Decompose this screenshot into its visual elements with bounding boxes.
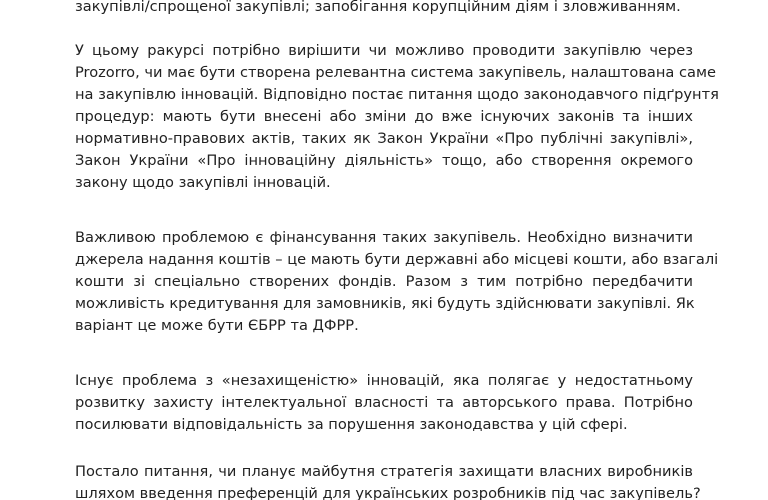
text-line: закупівлі/спрощеної закупівлі; запобігання корупційним діям і зловживанням. bbox=[75, 0, 681, 15]
text-line: Важливою проблемою є фінансування таких закупівель. Необхідно визначити bbox=[75, 229, 693, 246]
text-line: на закупівлю інновацій. Відповідно постає питання щодо законодавчого підґрунтя bbox=[75, 86, 719, 103]
text-line: шляхом введення преференцій для українських розробників під час закупівель? bbox=[75, 485, 701, 500]
text-line: посилювати відповідальність за порушення законодавства у цій сфері. bbox=[75, 416, 628, 433]
text-line: можливість кредитування для замовників, які будуть здійснювати закупівлі. Як bbox=[75, 295, 695, 312]
text-line: процедур: мають бути внесені або зміни до вже існуючих законів та інших bbox=[75, 108, 693, 125]
text-line: джерела надання коштів – це мають бути державні або місцеві кошти, або взагалі bbox=[75, 251, 719, 268]
text-line: нормативно-правових актів, таких як Закон України «Про публічні закупівлі», bbox=[75, 130, 693, 147]
text-line: кошти зі спеціально створених фондів. Разом з тим потрібно передбачити bbox=[75, 273, 693, 290]
text-line: закону щодо закупівлі інновацій. bbox=[75, 174, 331, 191]
text-line: Існує проблема з «незахищеністю» інновацій, яка полягає у недостатньому bbox=[75, 372, 693, 389]
text-line: У цьому ракурсі потрібно вирішити чи можливо проводити закупівлю через bbox=[75, 42, 693, 59]
text-line: розвитку захисту інтелектуальної власності та авторського права. Потрібно bbox=[75, 394, 693, 411]
text-line: Постало питання, чи планує майбутня стратегія захищати власних виробників bbox=[75, 463, 693, 480]
text-line: Закон України «Про інноваційну діяльність» тощо, або створення окремого bbox=[75, 152, 693, 169]
text-line: варіант це може бути ЄБРР та ДФРР. bbox=[75, 317, 359, 334]
text-line: Prozorro, чи має бути створена релевантна система закупівель, налаштована саме bbox=[75, 64, 716, 81]
